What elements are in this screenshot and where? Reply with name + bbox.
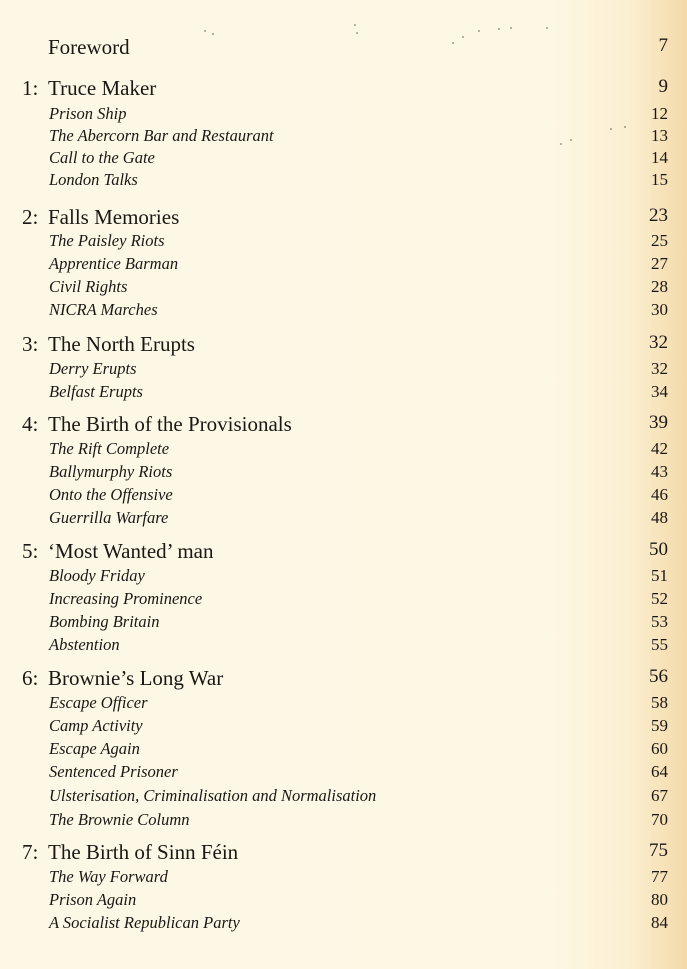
section-page: 80: [651, 890, 668, 909]
speck: [560, 143, 562, 145]
speck: [354, 24, 356, 26]
section-entry: [0, 913, 687, 937]
chapter-title: Brownie’s Long War: [48, 666, 224, 690]
section-title: Prison Again: [49, 890, 137, 909]
section-page: 28: [651, 277, 668, 296]
section-title: Sentenced Prisoner: [49, 762, 178, 781]
chapter-heading: [0, 332, 687, 356]
section-page: 46: [651, 485, 668, 504]
section-page: 67: [651, 786, 668, 805]
speck: [546, 27, 548, 29]
chapter-title: ‘Most Wanted’ man: [48, 539, 214, 563]
toc-entry-foreword: [0, 35, 687, 59]
speck: [204, 30, 206, 32]
chapter-title: Truce Maker: [48, 76, 157, 100]
section-page: 25: [651, 231, 668, 250]
section-entry: [0, 716, 687, 740]
section-entry: [0, 867, 687, 891]
section-title: Camp Activity: [49, 716, 143, 735]
section-entry: [0, 126, 687, 150]
section-title: Call to the Gate: [49, 148, 155, 167]
section-title: The Brownie Column: [49, 810, 190, 829]
chapter-title: The North Erupts: [48, 332, 195, 356]
section-title: Escape Officer: [49, 693, 148, 712]
section-page: 53: [651, 612, 668, 631]
chapter-page: 39: [649, 412, 668, 433]
section-page: 12: [651, 104, 668, 123]
section-page: 15: [651, 170, 668, 189]
section-entry: [0, 566, 687, 590]
section-page: 84: [651, 913, 668, 932]
section-title: London Talks: [49, 170, 138, 189]
section-page: 51: [651, 566, 668, 585]
section-title: The Paisley Riots: [49, 231, 165, 250]
section-title: Belfast Erupts: [49, 382, 143, 401]
section-entry: [0, 462, 687, 486]
section-page: 58: [651, 693, 668, 712]
speck: [610, 128, 612, 130]
section-entry: [0, 104, 687, 128]
section-page: 43: [651, 462, 668, 481]
section-title: The Rift Complete: [49, 439, 170, 458]
entry-page: 7: [658, 35, 668, 56]
speck: [462, 36, 464, 38]
section-title: Abstention: [49, 635, 120, 654]
section-title: Derry Erupts: [49, 359, 137, 378]
speck: [452, 42, 454, 44]
chapter-title: The Birth of Sinn Féin: [48, 840, 239, 864]
chapter-heading: [0, 205, 687, 229]
section-page: 34: [651, 382, 668, 401]
section-entry: [0, 762, 687, 786]
section-entry: [0, 439, 687, 463]
section-title: Escape Again: [49, 739, 140, 758]
section-page: 70: [651, 810, 668, 829]
chapter-title: The Birth of the Provisionals: [48, 412, 292, 436]
chapter-heading: [0, 412, 687, 436]
section-page: 32: [651, 359, 668, 378]
section-title: Civil Rights: [49, 277, 128, 296]
speck: [356, 32, 358, 34]
section-entry: [0, 359, 687, 383]
section-entry: [0, 589, 687, 613]
chapter-heading: [0, 840, 687, 864]
section-title: Increasing Prominence: [49, 589, 203, 608]
speck: [478, 30, 480, 32]
section-page: 64: [651, 762, 668, 781]
chapter-page: 50: [649, 539, 668, 560]
section-title: A Socialist Republican Party: [49, 913, 240, 932]
speck: [570, 139, 572, 141]
chapter-page: 75: [649, 840, 668, 861]
chapter-page: 9: [658, 76, 668, 97]
section-title: Bombing Britain: [49, 612, 160, 631]
section-entry: [0, 485, 687, 509]
section-entry: [0, 739, 687, 763]
speck: [498, 28, 500, 30]
section-page: 27: [651, 254, 668, 273]
speck: [624, 126, 626, 128]
section-page: 13: [651, 126, 668, 145]
section-entry: [0, 300, 687, 324]
chapter-page: 32: [649, 332, 668, 353]
section-entry: [0, 170, 687, 194]
section-entry: [0, 890, 687, 914]
section-page: 77: [651, 867, 668, 886]
section-page: 59: [651, 716, 668, 735]
chapter-page: 23: [649, 205, 668, 226]
section-page: 60: [651, 739, 668, 758]
section-page: 30: [651, 300, 668, 319]
chapter-number: 5:: [22, 539, 39, 563]
section-page: 14: [651, 148, 668, 167]
chapter-number: 7:: [22, 840, 39, 864]
section-entry: [0, 382, 687, 406]
section-page: 42: [651, 439, 668, 458]
chapter-page: 56: [649, 666, 668, 687]
section-title: Bloody Friday: [49, 566, 145, 585]
section-entry: [0, 254, 687, 278]
section-title: Guerrilla Warfare: [49, 508, 169, 527]
chapter-number: 1:: [22, 76, 39, 100]
section-entry: [0, 277, 687, 301]
chapter-heading: [0, 76, 687, 100]
section-entry: [0, 508, 687, 532]
chapter-number: 4:: [22, 412, 39, 436]
chapter-heading: [0, 666, 687, 690]
section-title: Apprentice Barman: [49, 254, 179, 273]
chapter-number: 2:: [22, 205, 39, 229]
section-entry: [0, 612, 687, 636]
chapter-number: 3:: [22, 332, 39, 356]
section-entry: [0, 635, 687, 659]
section-title: Ballymurphy Riots: [49, 462, 173, 481]
entry-title: Foreword: [48, 35, 130, 59]
section-entry: [0, 810, 687, 834]
section-page: 55: [651, 635, 668, 654]
section-entry: [0, 693, 687, 717]
section-page: 52: [651, 589, 668, 608]
section-title: The Abercorn Bar and Restaurant: [49, 126, 274, 145]
section-entry: [0, 231, 687, 255]
section-page: 48: [651, 508, 668, 527]
chapter-title: Falls Memories: [48, 205, 180, 229]
section-title: Ulsterisation, Criminalisation and Normalisation: [49, 786, 377, 805]
chapter-heading: [0, 539, 687, 563]
section-title: The Way Forward: [49, 867, 168, 886]
speck: [212, 33, 214, 35]
section-title: Onto the Offensive: [49, 485, 173, 504]
chapter-number: 6:: [22, 666, 39, 690]
speck: [510, 27, 512, 29]
section-title: NICRA Marches: [49, 300, 158, 319]
section-title: Prison Ship: [49, 104, 127, 123]
section-entry: [0, 148, 687, 172]
section-entry: [0, 786, 687, 810]
